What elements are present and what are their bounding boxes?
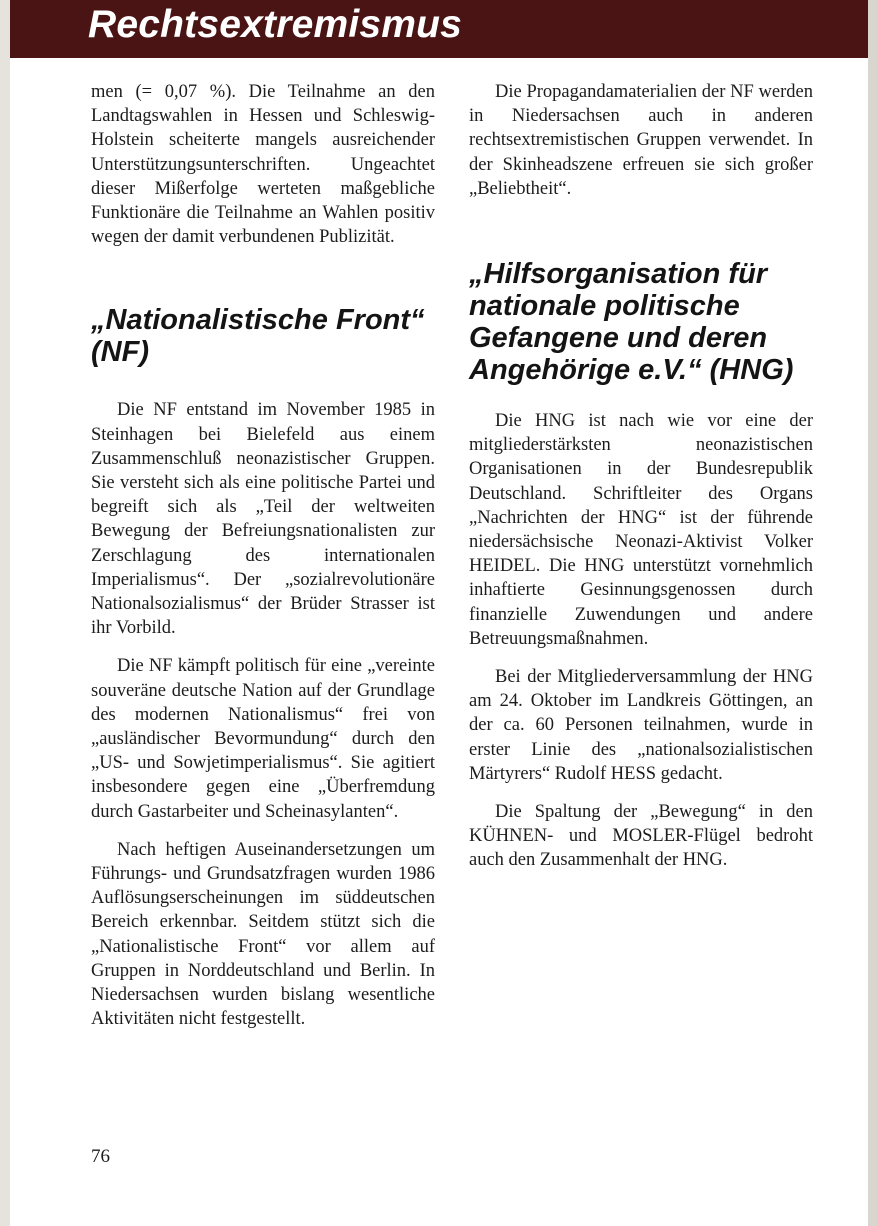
- left-column: [91, 80, 435, 1032]
- paragraph: Die Spaltung der „Bewegung“ in den KÜHNEN- und MOSLER-Flügel bedroht auch den Zusammenhalt der HNG.: [469, 802, 813, 871]
- paragraph: Die Propagandamaterialien der NF werden in Niedersachsen auch in anderen rechtsextremistischen Gruppen verwendet. In der Skinheadszene erfreuen sie sich großer „Beliebtheit“.: [469, 82, 813, 199]
- page-edge-right: [868, 0, 877, 1226]
- continued-paragraph: men (= 0,07 %). Die Teilnahme an den Landtagswahlen in Hessen und Schleswig-Holstein scheiterte mangels ausreichender Unterstützungsunterschriften. Ungeachtet dieser Mißerfolge werteten maßgebliche Funktionäre die Teilnahme an Wahlen positiv wegen der damit verbundenen Publizität.: [91, 82, 435, 248]
- paragraph: Bei der Mitgliederversammlung der HNG am 24. Oktober im Landkreis Göttingen, an der ca. 60 Personen teilnahmen, wurde in erster Linie des „nationalsozialistischen Märtyrers“ Rudolf HESS gedacht.: [469, 667, 813, 784]
- section-heading-hng: „Hilfsorganisation für nationale politische Gefangene und deren Angehörige e.V.“ (HNG): [469, 258, 794, 387]
- page-edge-left: [0, 0, 10, 1226]
- paragraph: Nach heftigen Auseinandersetzungen um Führungs- und Grundsatzfragen wurden 1986 Auflösungserscheinungen im süddeutschen Bereich erkennbar. Seitdem stützt sich die „Nationalistische Front“ vor allem auf Gruppen in Norddeutschland und Berlin. In Niedersachsen wurden bislang wesentliche Aktivitäten nicht festgestellt.: [91, 839, 435, 1030]
- paragraph: Die NF kämpft politisch für eine „vereinte souveräne deutsche Nation auf der Grundlage des modernen Nationalismus“ frei von „ausländischer Bevormundung“ durch den „US- und Sowjetimperialismus“. Sie agitiert insbesondere gegen eine „Überfremdung durch Gastarbeiter und Scheinasylanten“.: [91, 656, 435, 822]
- running-header-title: Rechtsextremismus: [88, 3, 463, 46]
- running-header: [10, 0, 868, 58]
- section-heading-nf: „Nationalistische Front“ (NF): [91, 304, 425, 369]
- paragraph: Die HNG ist nach wie vor eine der mitgliederstärksten neonazistischen Organisationen in der Bundesrepublik Deutschland. Schriftleiter des Organs „Nachrichten der HNG“ ist der führende niedersächsische Neonazi-Aktivist Volker HEIDEL. Die HNG unterstützt vornehmlich inhaftierte Gesinnungsgenossen durch finanzielle Zuwendungen und andere Betreuungsmaßnahmen.: [469, 411, 813, 649]
- page-number: 76: [91, 1146, 110, 1167]
- paragraph: Die NF entstand im November 1985 in Steinhagen bei Bielefeld aus einem Zusammenschluß neonazistischer Gruppen. Sie versteht sich als eine politische Partei und begreift sich als „Teil der weltweiten Bewegung der Befreiungsnationalisten zur Zerschlagung des internationalen Imperialismus“. Der „sozialrevolutionäre Nationalsozialismus“ der Brüder Strasser ist ihr Vorbild.: [91, 400, 435, 639]
- right-column: [469, 80, 813, 873]
